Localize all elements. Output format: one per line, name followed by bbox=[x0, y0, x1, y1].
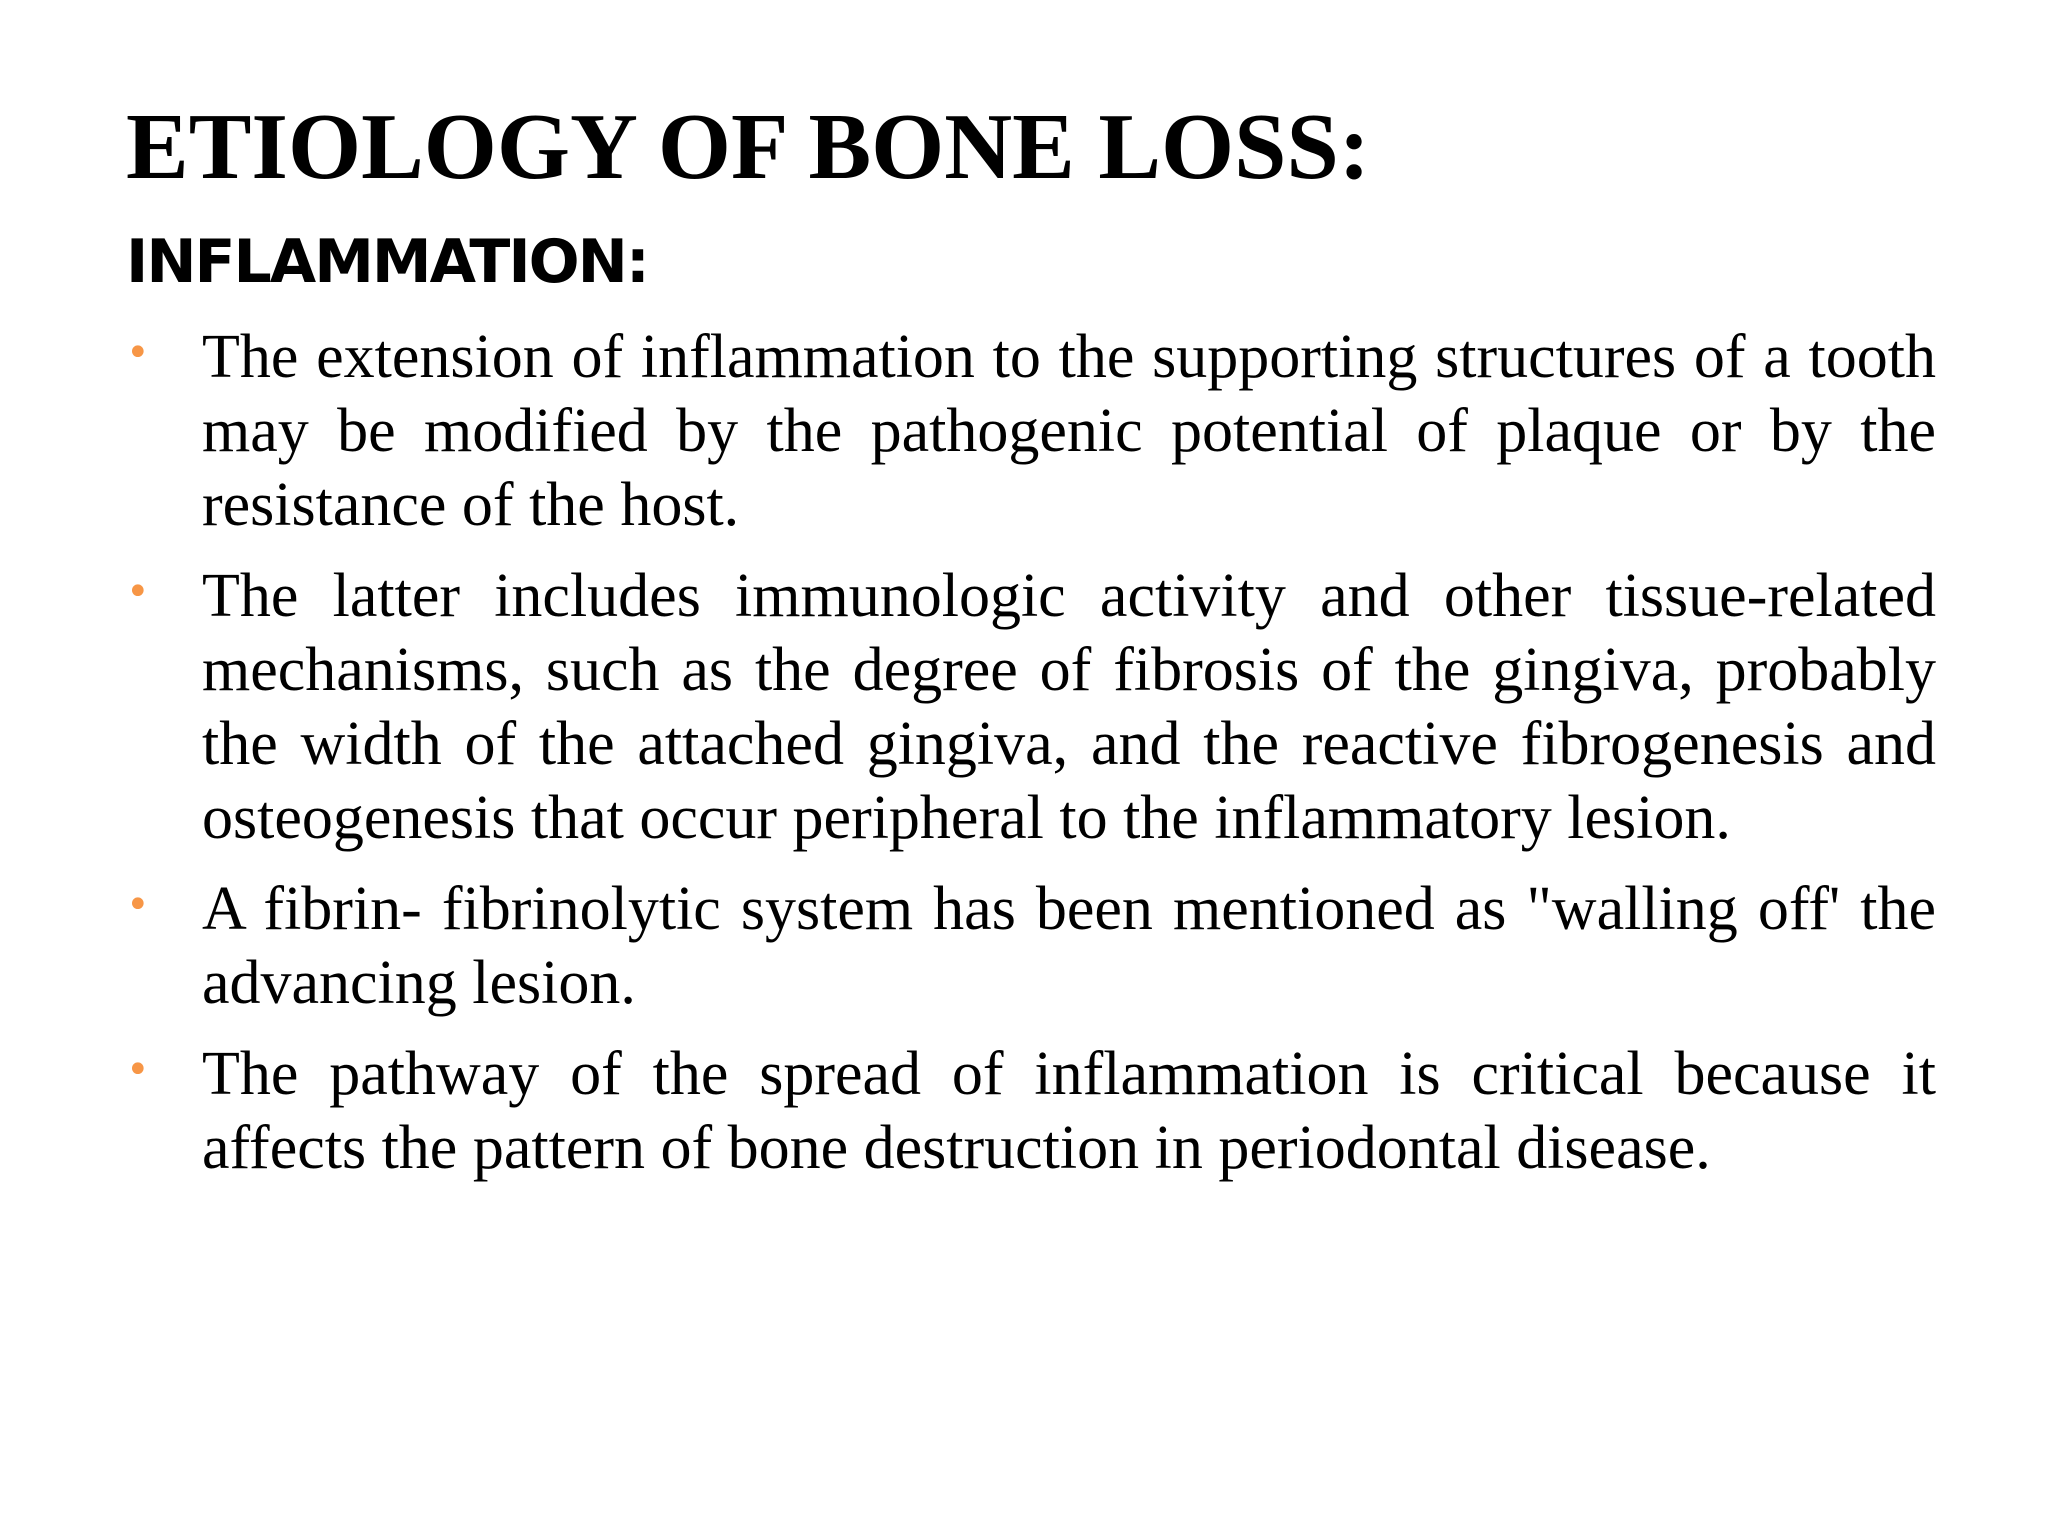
bullet-dot-icon: • bbox=[126, 882, 150, 928]
bullet-dot-icon: • bbox=[126, 330, 150, 376]
bullet-text: The extension of inflammation to the supporting structures of a tooth may be modified by the pathogenic potential of plaque or by the resistance of the host. bbox=[202, 323, 1936, 539]
bullet-text: A fibrin- fibrinolytic system has been mentioned as "walling off' the advancing lesion. bbox=[202, 875, 1936, 1017]
slide-subtitle: INFLAMMATION: bbox=[126, 227, 648, 297]
bullet-item bbox=[126, 872, 1936, 1020]
slide-title: ETIOLOGY OF BONE LOSS: bbox=[126, 95, 1371, 199]
bullet-list bbox=[126, 320, 1936, 1202]
bullet-item bbox=[126, 559, 1936, 855]
bullet-dot-icon: • bbox=[126, 569, 150, 615]
bullet-item bbox=[126, 320, 1936, 542]
bullet-text: The latter includes immunologic activity and other tissue-related mechanisms, such as the degree of fibrosis of the gingiva, probably the width of the attached gingiva, and the reactive fibrogenesis and osteogenesis that occur peripheral to the inflammatory lesion. bbox=[202, 562, 1936, 852]
bullet-text: The pathway of the spread of inflammation is critical because it affects the pattern of bone destruction in periodontal disease. bbox=[202, 1040, 1936, 1182]
bullet-item bbox=[126, 1037, 1936, 1185]
bullet-dot-icon: • bbox=[126, 1047, 150, 1093]
